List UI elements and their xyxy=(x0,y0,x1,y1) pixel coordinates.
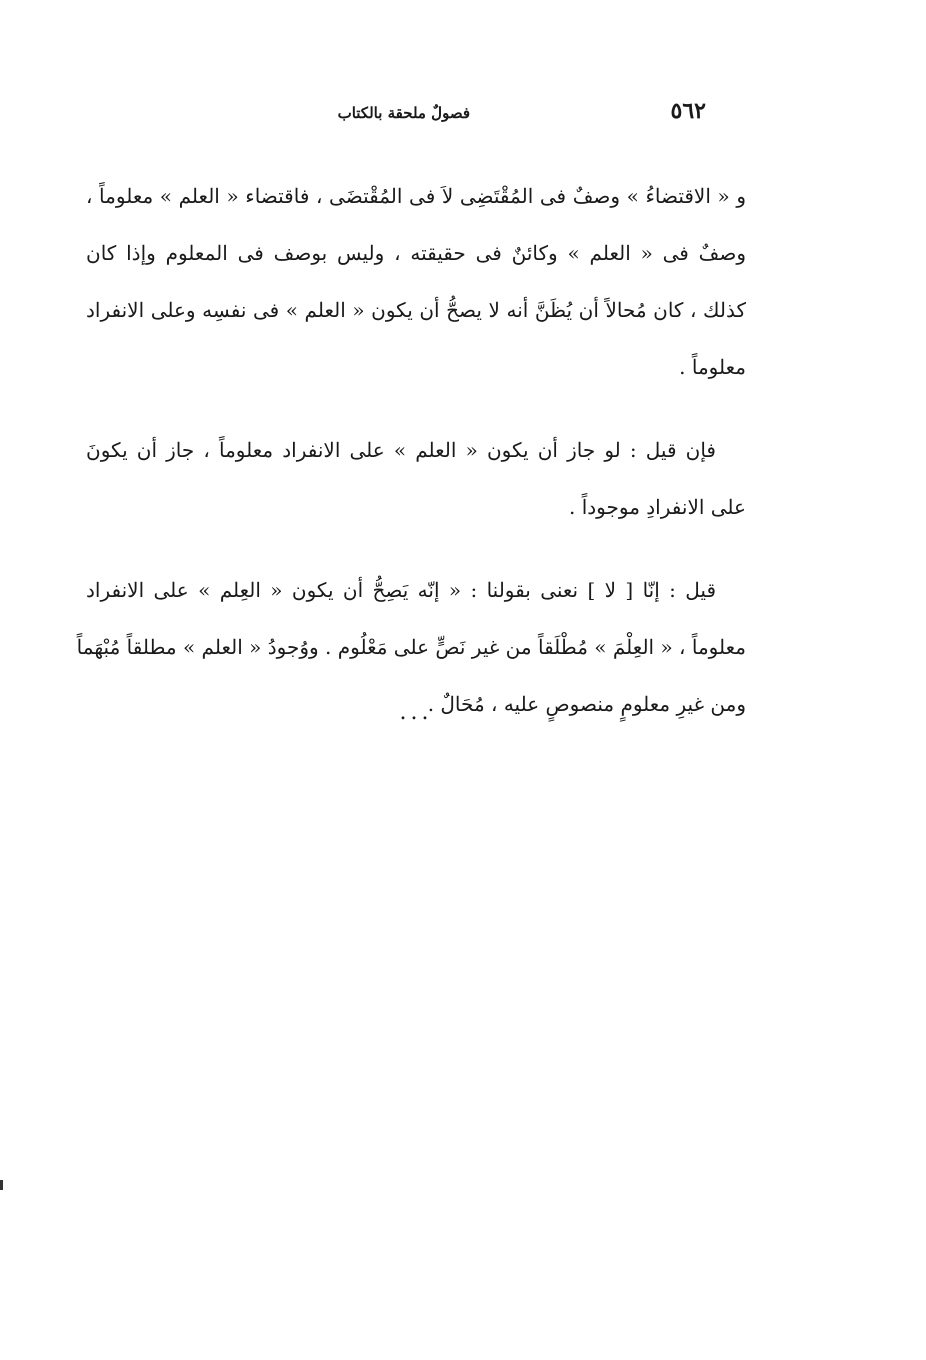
text-line: كذلك ، كان مُحالاً أن يُظَنَّ أنه لا يصحُّ أن يكون « العلم » فى نفسِه وعلى الانفراد xyxy=(86,298,746,322)
text-line: ومن غيرِ معلومٍ منصوصٍ عليه ، مُحَالٌ . xyxy=(427,692,746,716)
section-end-ellipsis: ... xyxy=(399,700,433,725)
text-line: قيل : إنّا [ لا ] نعنى بقولنا : « إنّه يَصِحُّ أن يكون « العِلم » على الانفراد xyxy=(86,578,716,602)
text-line: معلوماً ، « العِلْمَ » مُطْلَقاً من غير نَصٍّ على مَعْلُوم . ووُجودُ « العلم » مطلقاً مُبْهَماً xyxy=(76,635,746,659)
paragraph-2 xyxy=(86,422,746,536)
paragraph-1 xyxy=(86,168,746,396)
text-line: فإن قيل : لو جاز أن يكون « العلم » على الانفراد معلوماً ، جاز أن يكونَ xyxy=(86,438,716,462)
text-line: معلوماً . xyxy=(679,355,746,379)
text-line: على الانفرادِ موجوداً . xyxy=(568,495,746,519)
scan-edge-mark xyxy=(0,1180,3,1190)
text-line: و « الاقتضاءُ » وصفٌ فى المُقْتَضِى لاَ فى المُقْتضَى ، فاقتضاء « العلم » معلوماً ، xyxy=(86,184,746,208)
page-number: ٥٦٢ xyxy=(670,98,706,124)
text-line: وصفٌ فى « العلم » وكائنٌ فى حقيقته ، وليس بوصف فى المعلوم وإذا كان xyxy=(86,241,746,265)
body-text xyxy=(76,168,746,759)
running-title: فصولٌ ملحقة بالكتاب xyxy=(337,104,470,122)
page-header xyxy=(322,98,706,134)
